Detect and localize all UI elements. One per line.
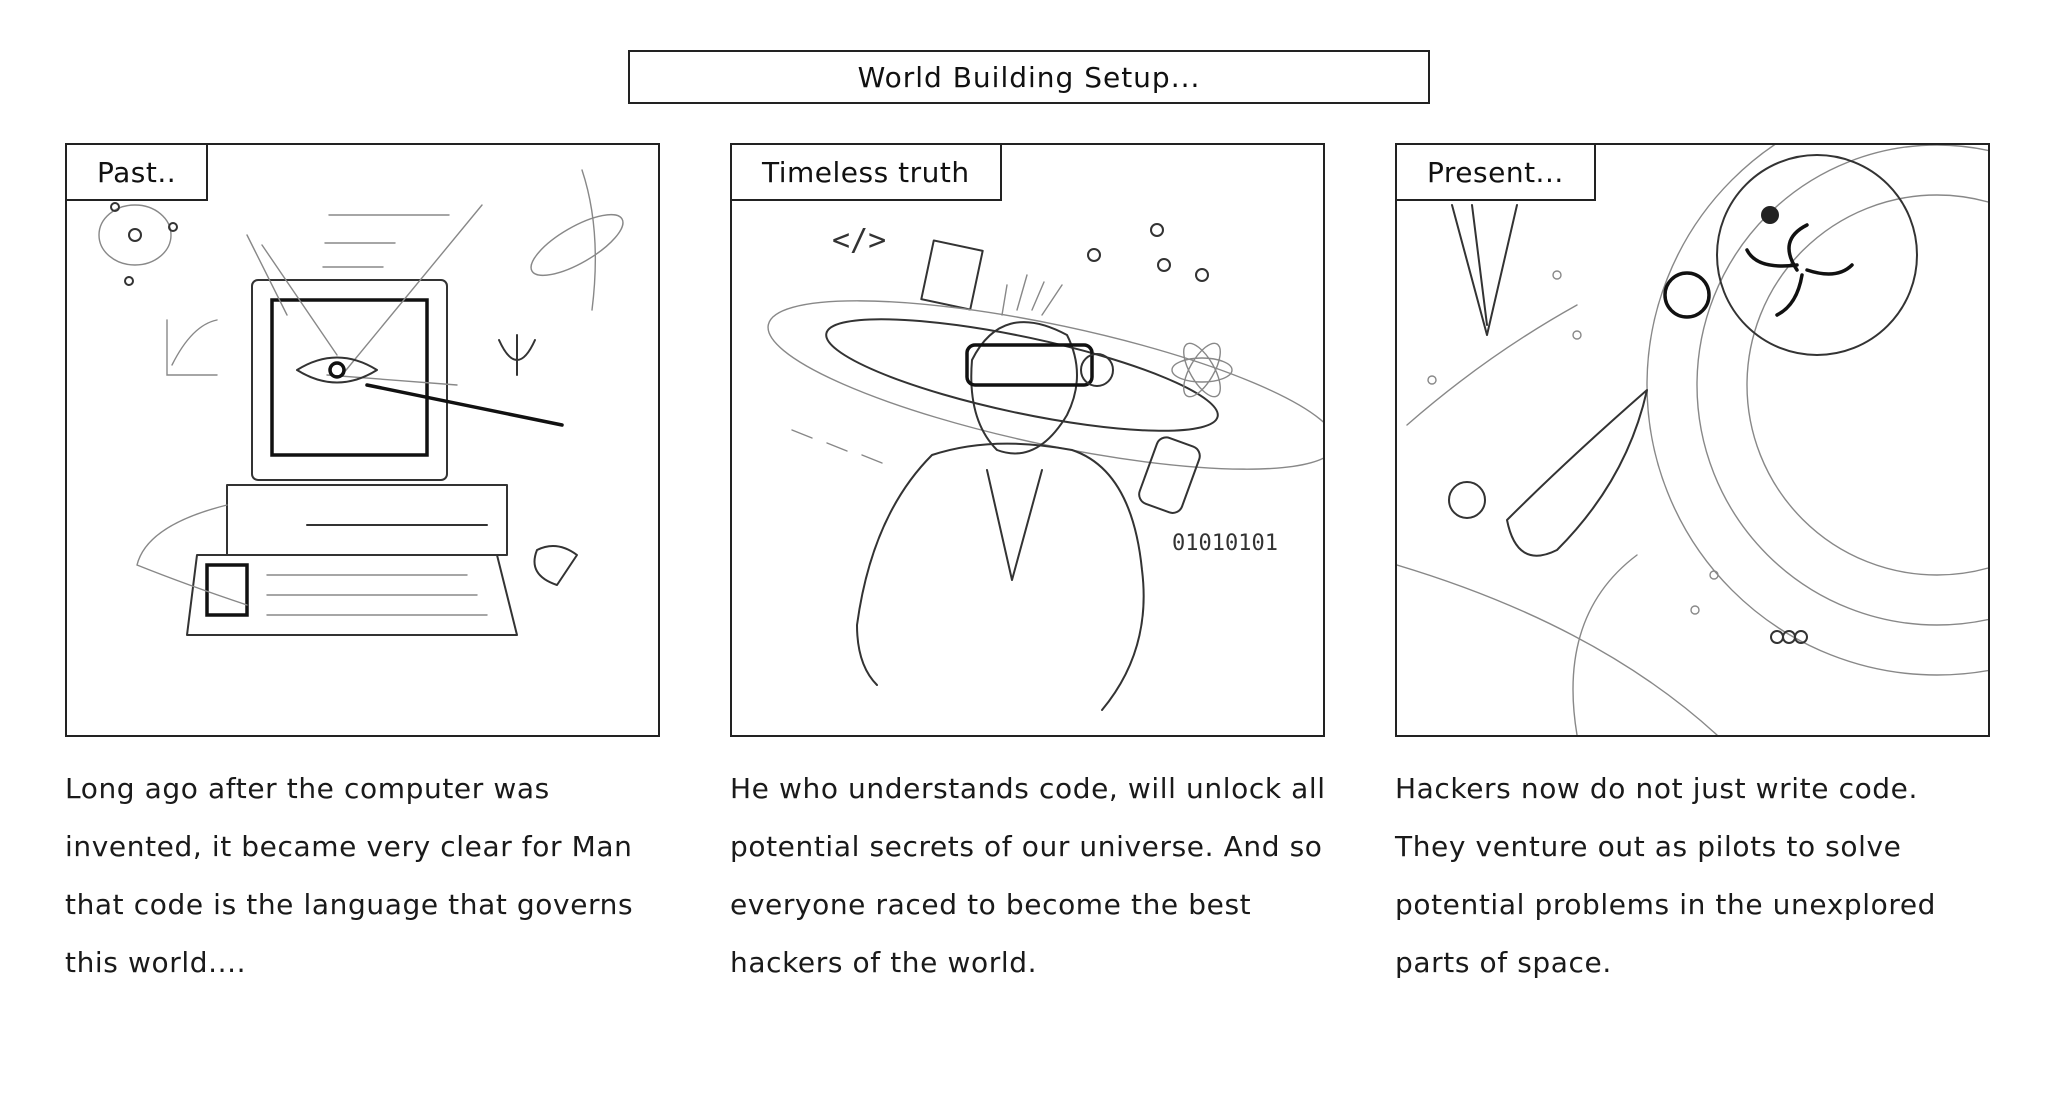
caption-timeless-truth: He who understands code, will unlock all potential secrets of our universe. And so everyone raced to become the best hackers of the world. [730,772,1326,979]
computer-eye-sketch-icon [67,145,660,737]
caption-past: Long ago after the computer was invented, it became very clear for Man that code is the language that governs this world.... [65,772,634,979]
storyboard-panel-timeless-truth [730,143,1325,737]
vr-hacker-sketch-icon [732,145,1325,737]
space-pilot-sketch-icon [1397,145,1990,737]
panel-label-present: Present... [1395,143,1596,201]
code-tag-sketch-label: </> [832,223,887,258]
panel-label-past: Past.. [65,143,208,201]
storyboard-panel-present [1395,143,1990,737]
page-title: World Building Setup... [628,50,1430,104]
caption-present: Hackers now do not just write code. They venture out as pilots to solve potential problems in the unexplored parts of space. [1395,772,1937,979]
panel-label-timeless-truth: Timeless truth [730,143,1002,201]
storyboard-panel-past [65,143,660,737]
binary-sketch-label: 01010101 [1172,531,1278,556]
